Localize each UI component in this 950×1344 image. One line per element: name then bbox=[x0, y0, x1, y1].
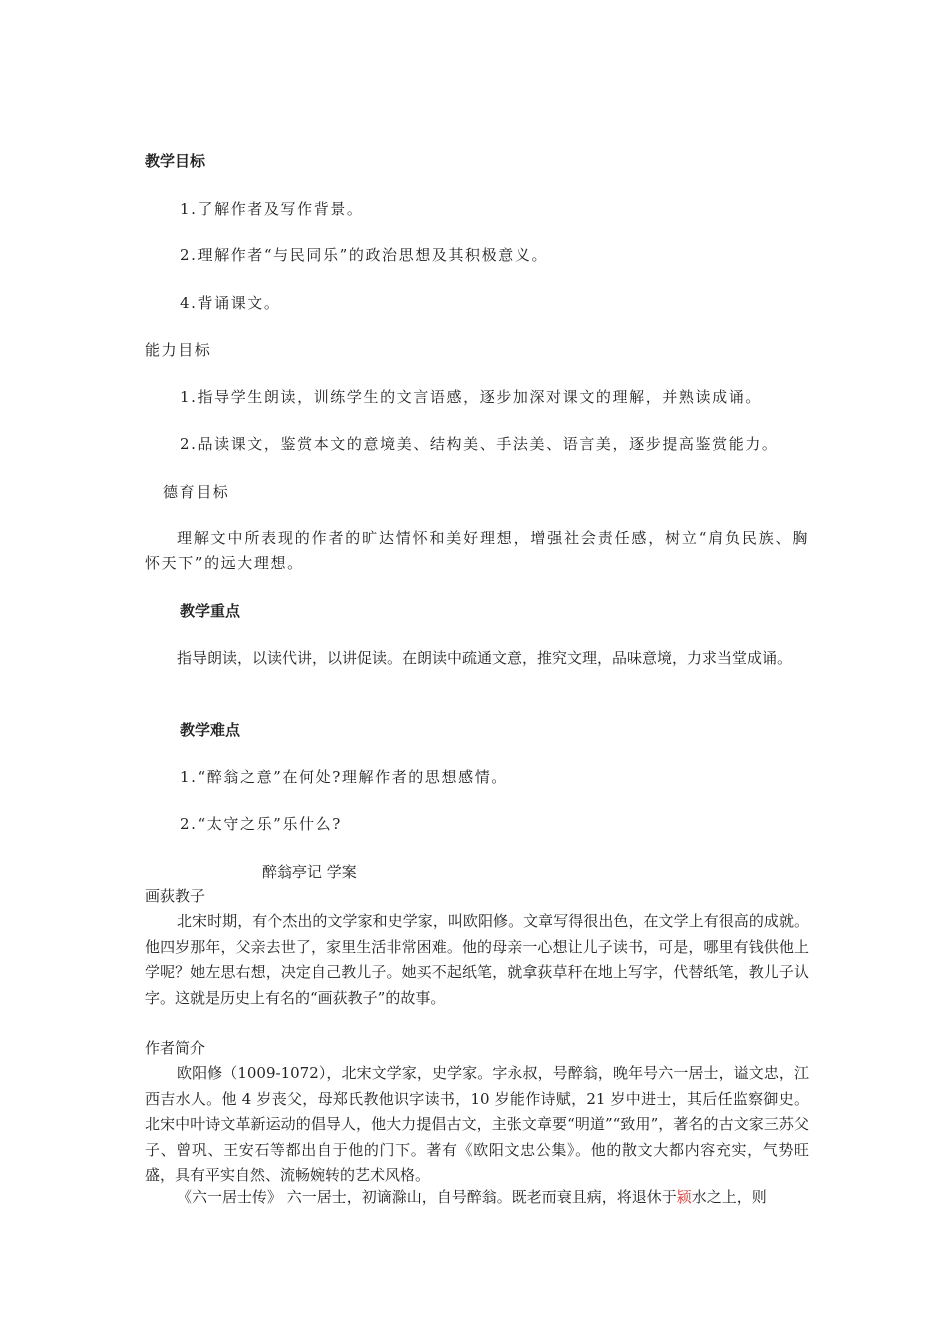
author-heading: 作者简介 bbox=[145, 1039, 206, 1057]
objective-item-3: 4.背诵课文。 bbox=[180, 294, 281, 312]
story-text: 北宋时期，有个杰出的文学家和史学家，叫欧阳修。文章写得很出色，在文学上有很高的成就。他四岁那年，父亲去世了，家里生活非常困难。他的母亲一心想让儿子读书，可是，哪里有钱供他上学呢？她左思右想，决定自己教儿子。她买不起纸笔，就拿荻草秆在地上写字，代替纸笔，教儿子认字。这就是历史上有名的“画荻教子”的故事。 bbox=[145, 912, 809, 1007]
story-heading: 画荻教子 bbox=[145, 887, 206, 905]
key-point-text: 指导朗读，以读代讲，以讲促读。在朗读中疏通文意，推究文理，品味意境，力求当堂成诵。 bbox=[177, 649, 793, 667]
ability-item-1: 1.指导学生朗读，训练学生的文言语感，逐步加深对课文的理解，并熟读成诵。 bbox=[180, 388, 762, 406]
bio-text-before: 《六一居士传》 六一居士，初谪滁山，自号醉翁。既老而衰且病，将退休于 bbox=[177, 1188, 677, 1206]
objectives-heading: 教学目标 bbox=[145, 152, 206, 170]
objective-item-1: 1.了解作者及写作背景。 bbox=[180, 200, 364, 218]
author-text: 欧阳修（1009-1072），北宋文学家，史学家。字永叔，号醉翁，晚年号六一居士，谥文忠，江西吉水人。他 4 岁丧父，母郑氏教他识字读书，10 岁能作诗赋，21 岁中进士，其后任监察御史。北宋中叶诗文革新运动的倡导人，他大力提倡古文，主张文章要“明道”“致用”，著名的古文家三苏父子、曾巩、王安石等都出自于他的门下。著有《欧阳文忠公集》。他的散文大都内容充实，气势旺盛，具有平实自然、流畅婉转的艺术风格。 bbox=[145, 1064, 809, 1184]
study-plan-title: 醉翁亭记 学案 bbox=[262, 863, 357, 881]
difficulty-item-1: 1.“醉翁之意”在何处?理解作者的思想感情。 bbox=[180, 768, 508, 786]
ability-item-2: 2.品读课文，鉴赏本文的意境美、结构美、手法美、语言美，逐步提高鉴赏能力。 bbox=[180, 435, 779, 453]
key-point-heading: 教学重点 bbox=[180, 602, 241, 620]
difficulty-item-2: 2.“太守之乐”乐什么? bbox=[180, 815, 342, 833]
moral-heading: 德育目标 bbox=[163, 483, 230, 501]
ability-heading: 能力目标 bbox=[145, 341, 212, 359]
bio-line bbox=[145, 1185, 809, 1210]
moral-text: 理解文中所表现的作者的旷达情怀和美好理想，增强社会责任感，树立“肩负民族、胸怀天下”的远大理想。 bbox=[145, 529, 809, 572]
bio-text-after: 水之上，则 bbox=[691, 1188, 767, 1206]
bio-highlight-char: 颍 bbox=[676, 1188, 692, 1206]
difficulty-heading: 教学难点 bbox=[180, 721, 241, 739]
objective-item-2: 2.理解作者“与民同乐”的政治思想及其积极意义。 bbox=[180, 246, 549, 264]
